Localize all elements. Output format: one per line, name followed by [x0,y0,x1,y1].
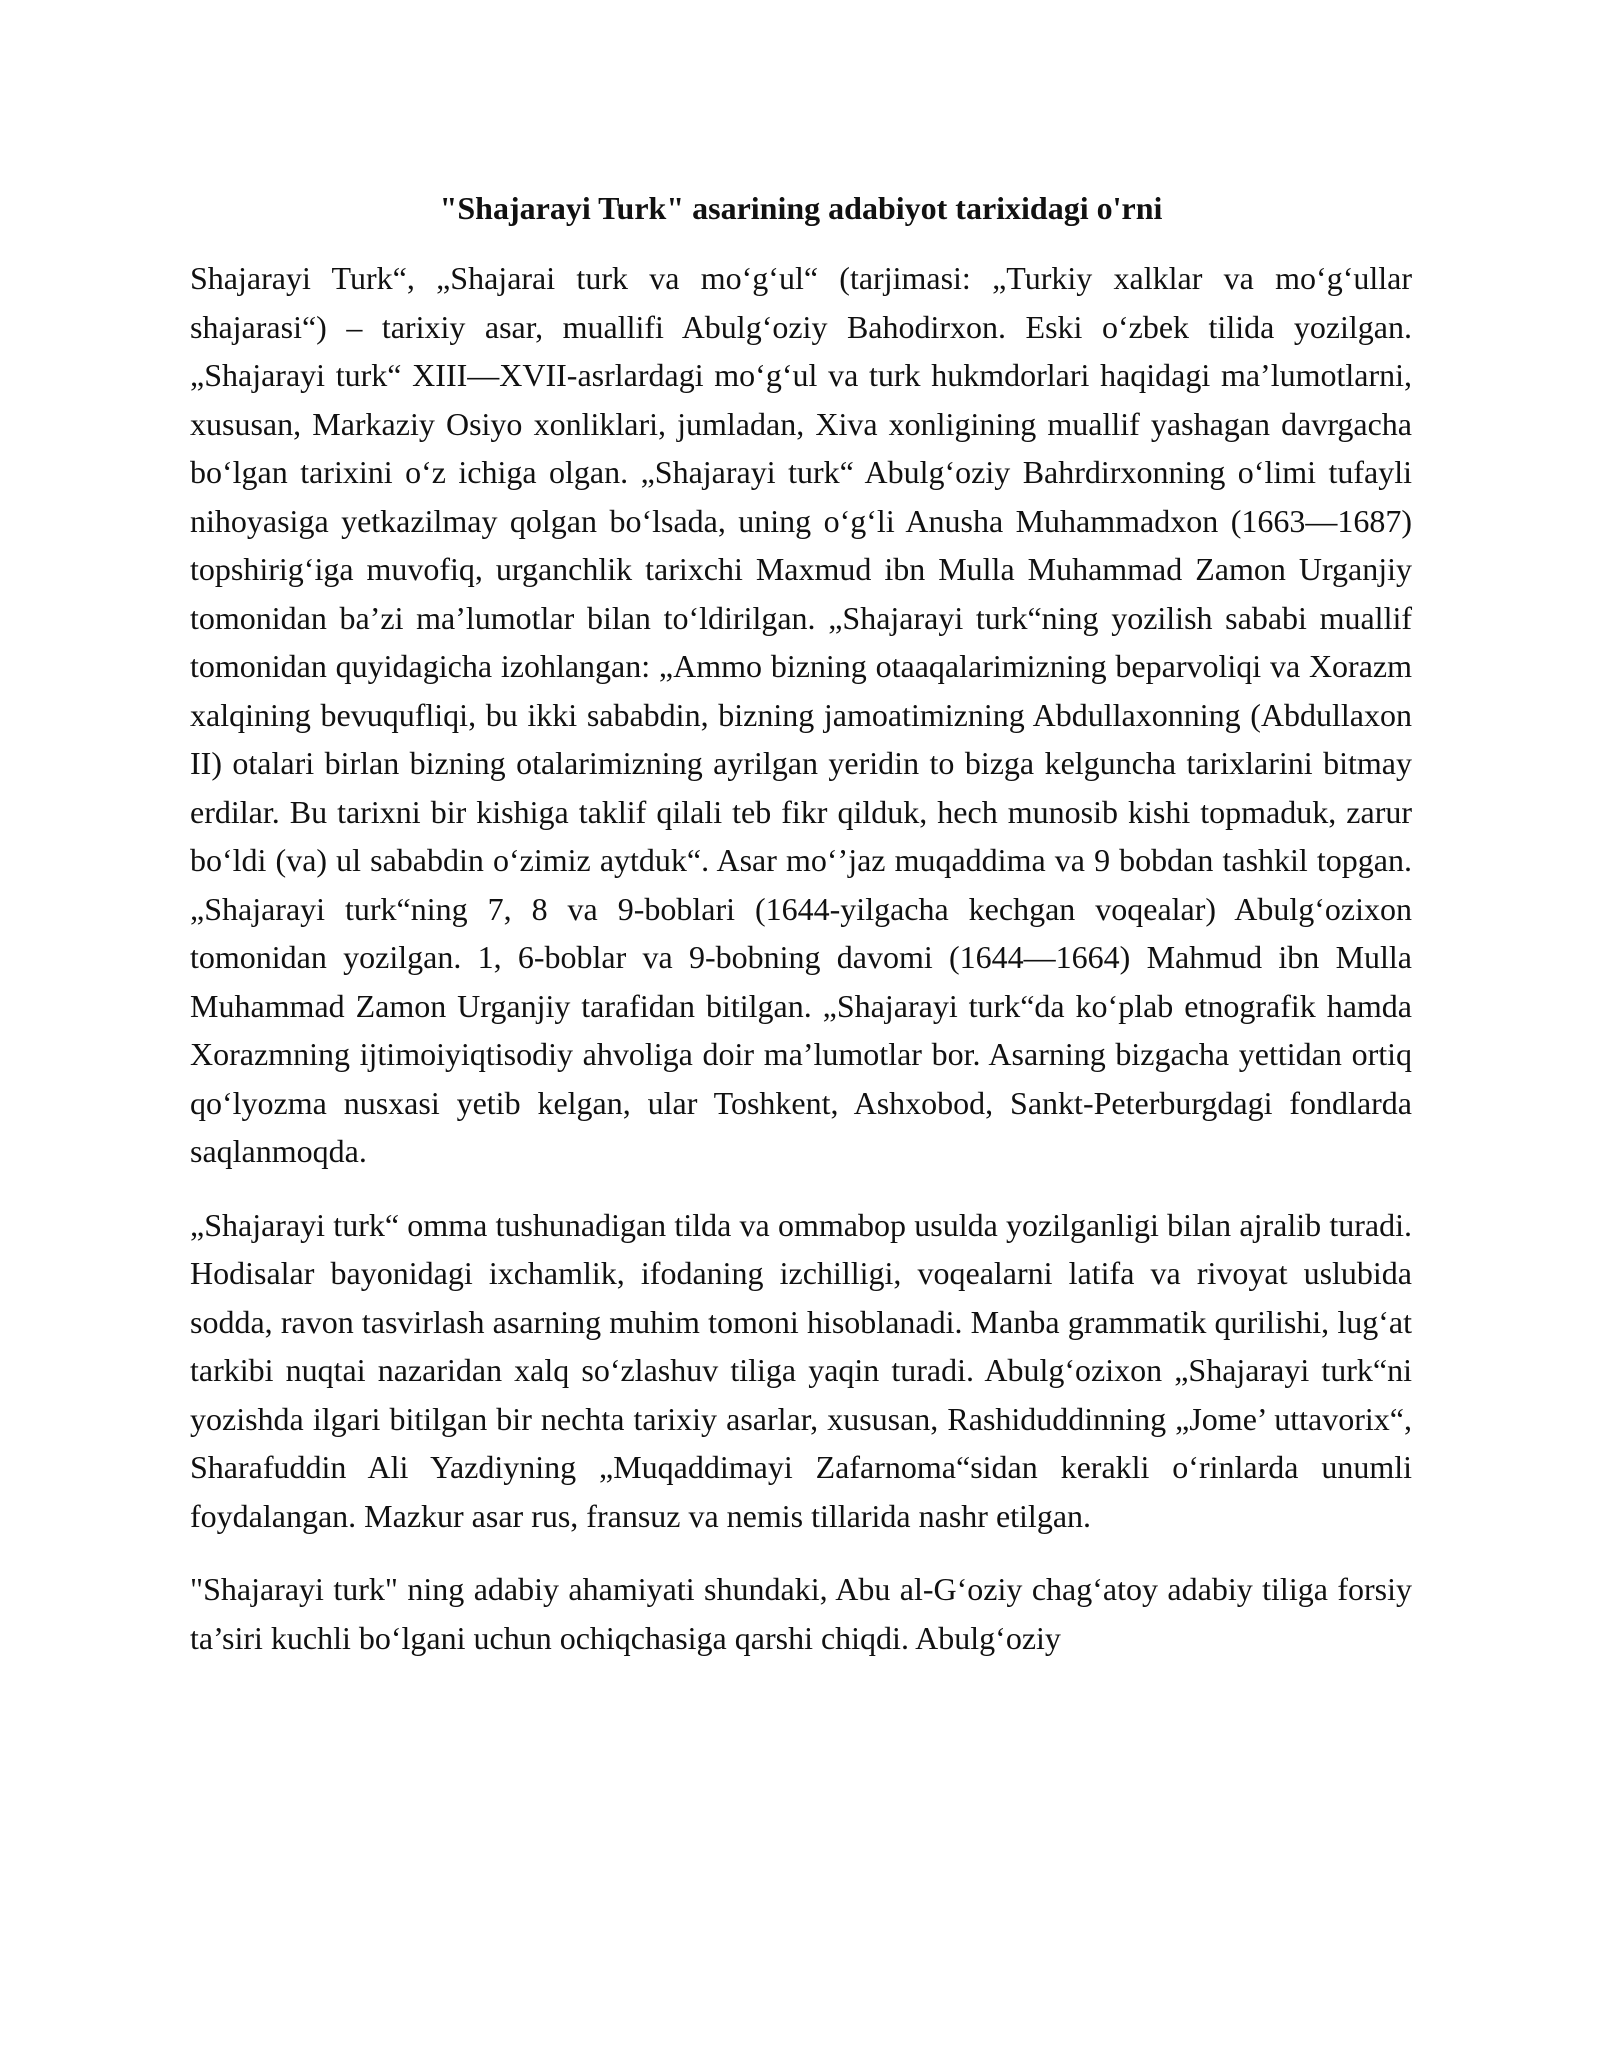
paragraph-style: „Shajarayi turk“ omma tushunadigan tilda va ommabop usulda yozilganligi bilan ajralib turadi. Hodisalar bayonidagi ixchamlik, ifodaning izchilligi, voqealarni latifa va rivoyat uslubida sodda, ravon tasvirlash asarning muhim tomoni hisoblanadi. Manba grammatik qurilishi, lug‘at tarkibi nuqtai nazaridan xalq so‘zlashuv tiliga yaqin turadi. Abulg‘ozixon „Shajarayi turk“ni yozishda ilgari bitilgan bir nechta tarixiy asarlar, xususan, Rashiduddinning „Jome’ uttavorix“, Sharafuddin Ali Yazdiyning „Muqaddimayi Zafarnoma“sidan kerakli o‘rinlarda unumli foydalangan. Mazkur asar rus, fransuz va nemis tillarida nashr etilgan. [190,1206,1412,1534]
paragraph-literary-significance: "Shajarayi turk" ning adabiy ahamiyati shundaki, Abu al-G‘oziy chag‘atoy adabiy tiliga forsiy ta’siri kuchli bo‘lgani uchun ochiqchasiga qarshi chiqdi. Abulg‘oziy [190,1571,1412,1656]
document-page [190,186,1412,1687]
paragraph-history: Shajarayi Turk“, „Shajarai turk va mo‘g‘ul“ (tarjimasi: „Turkiy xalklar va mo‘g‘ullar shajarasi“) – tarixiy asar, muallifi Abulg‘oziy Bahodirxon. Eski o‘zbek tilida yozilgan. „Shajarayi turk“ XIII—XVII-asrlardagi mo‘g‘ul va turk hukmdorlari haqidagi ma’lumotlarni, xususan, Markaziy Osiyo xonliklari, jumladan, Xiva xonligining muallif yashagan davrgacha bo‘lgan tarixini o‘z ichiga olgan. „Shajarayi turk“ Abulg‘oziy Bahrdirxonning o‘limi tufayli nihoyasiga yetkazilmay qolgan bo‘lsada, uning o‘g‘li Anusha Muhammadxon (1663—1687) topshirig‘iga muvofiq, urganchlik tarixchi Maxmud ibn Mulla Muhammad Zamon Urganjiy tomonidan ba’zi ma’lumotlar bilan to‘ldirilgan. „Shajarayi turk“ning yozilish sababi muallif tomonidan quyidagicha izohlangan: „Ammo bizning otaaqalarimizning beparvoliqi va Xorazm xalqining bevuqufliqi, bu ikki sababdin, bizning jamoatimizning Abdullaxonning (Abdullaxon II) otalari birlan bizning otalarimizning ayrilgan yeridin to bizga kelguncha tarixlarini bitmay erdilar. Bu tarixni bir kishiga taklif qilali teb fikr qilduk, hech munosib kishi topmaduk, zarur bo‘ldi (va) ul sababdin o‘zimiz aytduk“. Asar mo‘’jaz muqaddima va 9 bobdan tashkil topgan.„Shajarayi turk“ning 7, 8 va 9-boblari (1644-yilgacha kechgan voqealar) Abulg‘ozixon tomonidan yozilgan. 1, 6-boblar va 9-bobning davomi (1644—1664) Mahmud ibn Mulla Muhammad Zamon Urganjiy tarafidan bitilgan. „Shajarayi turk“da ko‘plab etnografik hamda Xorazmning ijtimoiyiqtisodiy ahvoliga doir ma’lumotlar bor. Asarning bizgacha yettidan ortiq qo‘lyozma nusxasi yetib kelgan, ular Toshkent, Ashxobod, Sankt-Peterburgdagi fondlarda saqlanmoqda. [190,260,1412,1169]
document-title: "Shajarayi Turk" asarining adabiyot tarixidagi o'rni [439,190,1163,226]
